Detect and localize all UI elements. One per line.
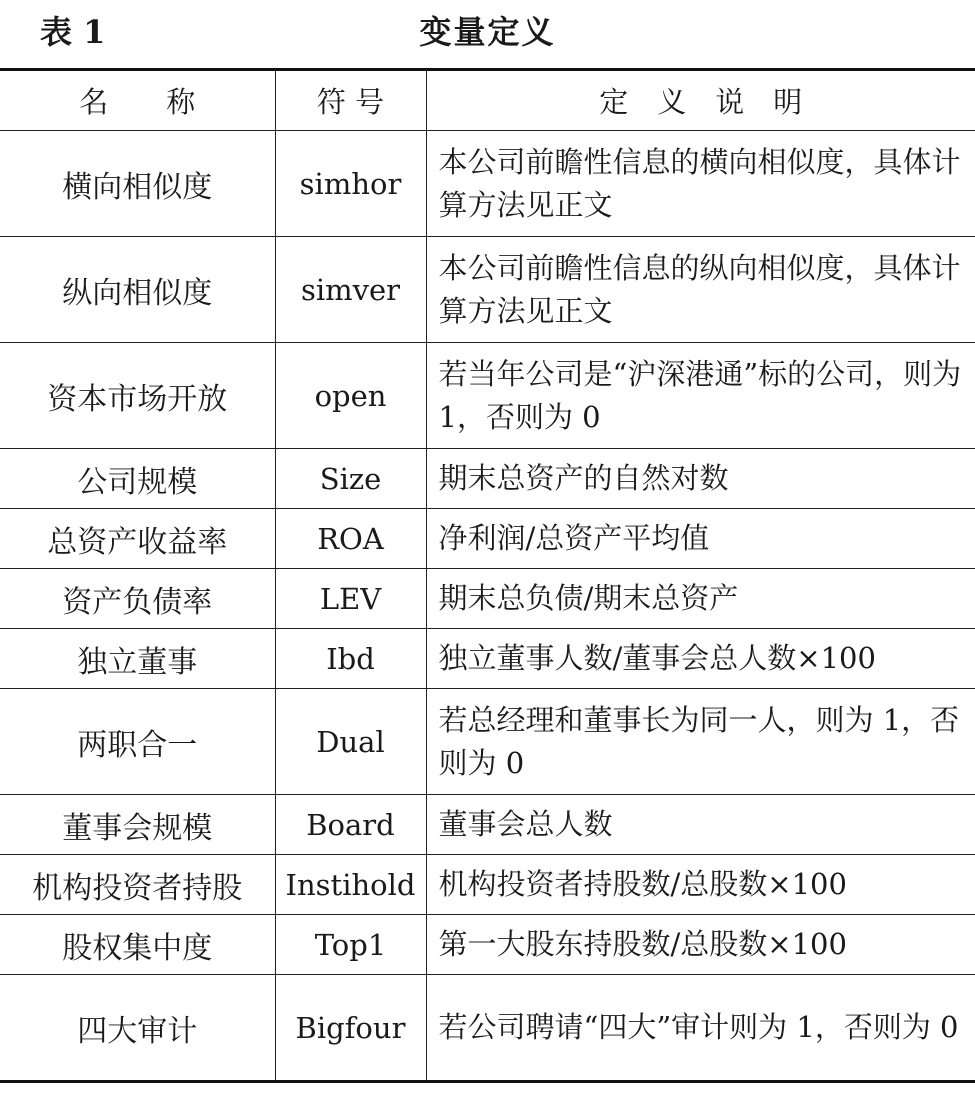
variable-symbol: Board <box>275 795 426 855</box>
variable-definition <box>426 509 975 569</box>
variable-name: 董事会规模 <box>0 795 275 855</box>
definition-text: 独立董事人数/董事会总人数×100 <box>438 641 876 675</box>
variable-definition <box>426 975 975 1082</box>
variable-symbol: LEV <box>275 569 426 629</box>
variable-definition <box>426 131 975 237</box>
definition-text: 期末总资产的自然对数 <box>438 461 729 495</box>
header-symbol: 符 号 <box>275 70 426 131</box>
table-row <box>0 975 975 1082</box>
table-row <box>0 915 975 975</box>
table-label: 表 1 <box>40 13 106 51</box>
definition-text: 机构投资者持股数/总股数×100 <box>438 867 847 901</box>
variable-symbol: Size <box>275 449 426 509</box>
variable-symbol: simhor <box>275 131 426 237</box>
variable-definition <box>426 569 975 629</box>
variable-name: 股权集中度 <box>0 915 275 975</box>
variable-name: 机构投资者持股 <box>0 855 275 915</box>
variable-symbol: simver <box>275 237 426 343</box>
header-row <box>0 70 975 131</box>
table-row <box>0 237 975 343</box>
header-definition: 定 义 说 明 <box>426 70 975 131</box>
header-name: 名 称 <box>0 70 275 131</box>
variable-symbol: Instihold <box>275 855 426 915</box>
table-row <box>0 689 975 795</box>
variable-definition <box>426 343 975 449</box>
table-row <box>0 343 975 449</box>
variable-name: 独立董事 <box>0 629 275 689</box>
table-caption <box>0 0 975 68</box>
variable-name: 两职合一 <box>0 689 275 795</box>
definition-text: 若当年公司是“沪深港通”标的公司，则为 1，否则为 0 <box>438 356 962 434</box>
table-row <box>0 131 975 237</box>
variable-symbol: Top1 <box>275 915 426 975</box>
table-title: 变量定义 <box>419 13 556 51</box>
table-row <box>0 449 975 509</box>
variable-symbol: ROA <box>275 509 426 569</box>
table-row <box>0 795 975 855</box>
definition-text: 第一大股东持股数/总股数×100 <box>438 927 847 961</box>
variable-name: 资本市场开放 <box>0 343 275 449</box>
definition-text: 净利润/总资产平均值 <box>438 521 710 555</box>
definition-text: 董事会总人数 <box>438 807 613 841</box>
variable-name: 资产负债率 <box>0 569 275 629</box>
table-row <box>0 509 975 569</box>
definition-text: 若公司聘请“四大”审计则为 1，否则为 0 <box>438 1010 959 1044</box>
variable-definition <box>426 855 975 915</box>
table-row <box>0 629 975 689</box>
variable-symbol: open <box>275 343 426 449</box>
variable-definition <box>426 915 975 975</box>
variable-symbol: Dual <box>275 689 426 795</box>
variable-definition <box>426 689 975 795</box>
variable-definition <box>426 629 975 689</box>
definition-text: 本公司前瞻性信息的纵向相似度，具体计算方法见正文 <box>438 250 961 328</box>
variable-name: 公司规模 <box>0 449 275 509</box>
table-row <box>0 855 975 915</box>
variable-name: 横向相似度 <box>0 131 275 237</box>
variable-definition-table <box>0 68 975 1083</box>
table-row <box>0 569 975 629</box>
definition-text: 若总经理和董事长为同一人，则为 1，否则为 0 <box>438 702 960 780</box>
variable-definition <box>426 449 975 509</box>
variable-name: 四大审计 <box>0 975 275 1082</box>
definition-text: 本公司前瞻性信息的横向相似度，具体计算方法见正文 <box>438 144 961 222</box>
variable-name: 总资产收益率 <box>0 509 275 569</box>
variable-definition <box>426 795 975 855</box>
definition-text: 期末总负债/期末总资产 <box>438 581 739 615</box>
variable-symbol: Bigfour <box>275 975 426 1082</box>
variable-symbol: Ibd <box>275 629 426 689</box>
variable-definition <box>426 237 975 343</box>
variable-name: 纵向相似度 <box>0 237 275 343</box>
